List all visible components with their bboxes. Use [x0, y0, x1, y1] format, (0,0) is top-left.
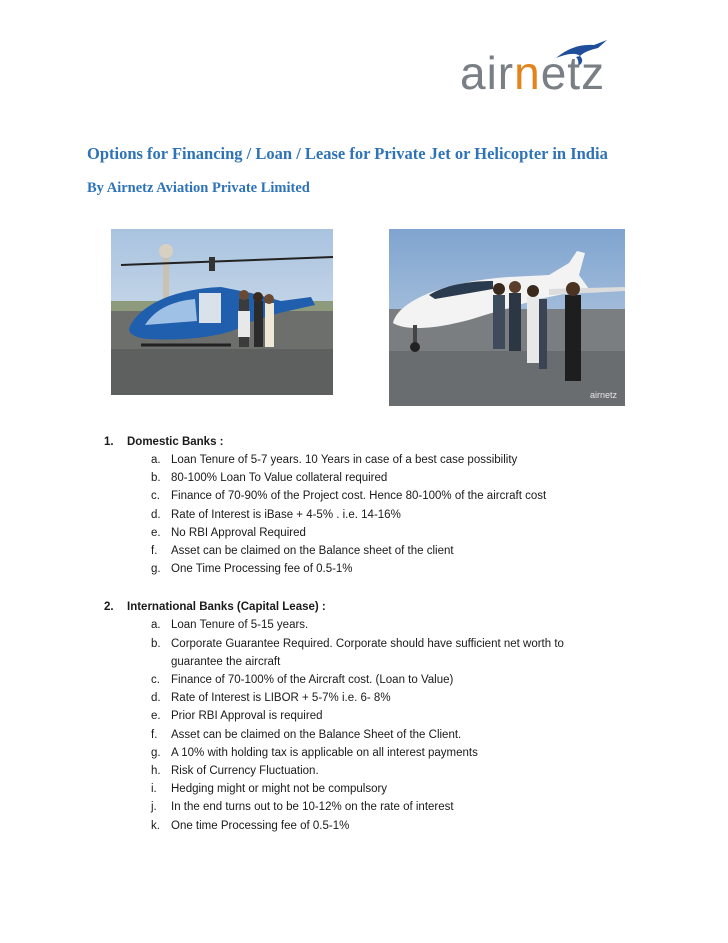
item-letter: i. [151, 783, 157, 796]
item-text: One Time Processing fee of 0.5-1% [171, 563, 353, 576]
helicopter-photo [111, 229, 333, 395]
item-letter: b. [151, 637, 161, 650]
item-letter: e. [151, 710, 161, 723]
list-item [104, 451, 704, 469]
list-item [104, 635, 704, 671]
section-domestic-banks [104, 433, 704, 578]
logo-wordmark: airnetz [460, 47, 606, 99]
list-item [104, 524, 704, 542]
item-letter: g. [151, 563, 161, 576]
item-letter: k. [151, 819, 160, 832]
item-text: 80-100% Loan To Value collateral required [171, 472, 388, 485]
item-text: Loan Tenure of 5-7 years. 10 Years in case of a best case possibility [171, 454, 518, 466]
item-letter: g. [151, 746, 161, 759]
item-letter: h. [151, 765, 161, 778]
page-title: Options for Financing / Loan / Lease for Private Jet or Helicopter in India [87, 144, 608, 163]
item-text: Asset can be claimed on the Balance sheet of the client [171, 545, 454, 558]
item-text: Corporate Guarantee Required. Corporate should have sufficient net worth to guarantee the aircraft [171, 637, 564, 668]
list-item [104, 798, 704, 816]
list-item [104, 744, 704, 762]
item-letter: d. [151, 508, 161, 521]
item-letter: b. [151, 472, 161, 485]
item-text: No RBI Approval Required [171, 526, 306, 539]
item-letter: j. [151, 801, 157, 814]
list-item [104, 469, 704, 487]
item-letter: a. [151, 619, 161, 632]
item-letter: d. [151, 692, 161, 705]
list-item [104, 506, 704, 524]
item-text: Finance of 70-90% of the Project cost. Hence 80-100% of the aircraft cost [171, 490, 547, 503]
item-text: Rate of Interest is iBase + 4-5% . i.e. 14-16% [171, 508, 401, 521]
financing-options-list [104, 433, 704, 855]
item-text: Asset can be claimed on the Balance Sheet of the Client. [171, 728, 462, 741]
list-item [104, 542, 704, 560]
item-text: Rate of Interest is LIBOR + 5-7% i.e. 6- 8% [171, 692, 391, 705]
item-text: One time Processing fee of 0.5-1% [171, 819, 350, 832]
list-item [104, 560, 704, 578]
item-letter: e. [151, 526, 161, 539]
photo-watermark: airnetz [589, 390, 617, 400]
item-letter: c. [151, 674, 160, 687]
list-item [104, 762, 704, 780]
item-letter: c. [151, 490, 160, 503]
item-letter: f. [151, 545, 158, 558]
section-heading [104, 598, 704, 616]
list-item [104, 707, 704, 725]
item-text: Hedging might or might not be compulsory [171, 783, 388, 796]
item-text: Risk of Currency Fluctuation. [171, 765, 319, 778]
airnetz-logo [458, 36, 648, 100]
list-item [104, 616, 704, 634]
item-text: Loan Tenure of 5-15 years. [171, 619, 309, 632]
item-text: Finance of 70-100% of the Aircraft cost. (Loan to Value) [171, 674, 454, 687]
item-text: In the end turns out to be 10-12% on the rate of interest [171, 801, 454, 814]
section-number: 1. [104, 436, 114, 448]
item-text: A 10% with holding tax is applicable on all interest payments [171, 746, 478, 759]
list-item [104, 487, 704, 505]
list-item [104, 817, 704, 835]
list-item [104, 689, 704, 707]
page-subtitle: By Airnetz Aviation Private Limited [87, 180, 310, 196]
list-item [104, 671, 704, 689]
list-item [104, 780, 704, 798]
item-letter: f. [151, 728, 158, 741]
section-title: International Banks (Capital Lease) : [127, 601, 326, 614]
item-text: Prior RBI Approval is required [171, 710, 323, 723]
section-international-banks [104, 598, 704, 834]
private-jet-photo [389, 229, 625, 406]
list-item [104, 726, 704, 744]
item-letter: a. [151, 454, 161, 466]
section-title: Domestic Banks : [127, 436, 224, 448]
section-number: 2. [104, 601, 114, 614]
section-heading [104, 433, 704, 451]
